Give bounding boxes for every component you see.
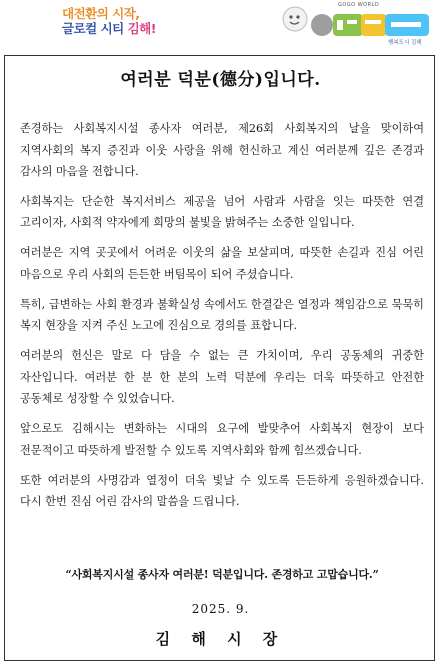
body-paragraph: 또한 여러분의 사명감과 열정이 더욱 빛날 수 있도록 든든하게 응원하겠습니다. 다시 한번 진심 어린 감사의 말씀을 드립니다. [20, 473, 424, 508]
closing-quote: “사회복지시설 종사자 여러분! 덕분입니다. 존경하고 고맙습니다.” [65, 568, 379, 581]
body-paragraph: 여러분의 헌신은 말로 다 담을 수 없는 큰 가치이며, 우리 공동체의 귀중한 자산입니다. 여러분 한 분 한 분의 노력 덕분에 우리는 더욱 따뜻하고 안전한 공동체로 성장할 수 있었습니다. [20, 349, 424, 405]
body-paragraph: 여러분은 지역 곳곳에서 어려운 이웃의 삶을 보살피며, 따뜻한 손길과 진심 어린 마음으로 우리 사회의 든든한 버팀목이 되어 주셨습니다. [20, 246, 424, 281]
body-paragraph: 앞으로도 김해시는 변화하는 시대의 요구에 발맞추어 사회복지 현장이 보다 전문적이고 따뜻하게 발전할 수 있도록 지역사회와 함께 힘쓰겠습니다. [20, 422, 424, 457]
body-paragraph: 특히, 급변하는 사회 환경과 불확실성 속에서도 한결같은 열정과 책임감으로 묵묵히 복지 현장을 지켜 주신 노고에 진심으로 경의를 표합니다. [20, 297, 424, 332]
gimhae-city-logo [278, 2, 438, 48]
body-paragraph: 존경하는 사회복지시설 종사자 여러분, 제26회 사회복지의 날을 맞이하여 지역사회의 복지 증진과 이웃 사랑을 위해 헌신하고 계신 여러분께 깊은 존경과 감사의 마음을 전합니다. [20, 122, 424, 178]
letter-body [20, 118, 424, 521]
gimhae-wordmark-icon [311, 10, 431, 40]
slogan-line-1: 대전환의 시작, [62, 6, 140, 21]
signature: 김 해 시 장 [155, 630, 286, 648]
slogan-line-2-accent: 김해! [127, 21, 156, 36]
logo-city-text: 행복도시 김해 [388, 40, 422, 46]
slogan-line-2 [62, 21, 192, 36]
body-paragraph: 사회복지는 단순한 복지서비스 제공을 넘어 사람과 사람을 잇는 따뜻한 연결 고리이자, 사회적 약자에게 희망의 불빛을 밝혀주는 소중한 일입니다. [20, 194, 424, 229]
slogan-line-2-prefix: 글로컬 시티 [62, 21, 128, 36]
letter-date: 2025. 9. [191, 602, 250, 616]
moon-mascot-icon [282, 6, 308, 32]
logo-small-text: GOGO WORLD [338, 2, 380, 8]
slogan-logo [62, 6, 192, 36]
letter-title: 여러분 덕분(德分)입니다. [120, 70, 321, 90]
